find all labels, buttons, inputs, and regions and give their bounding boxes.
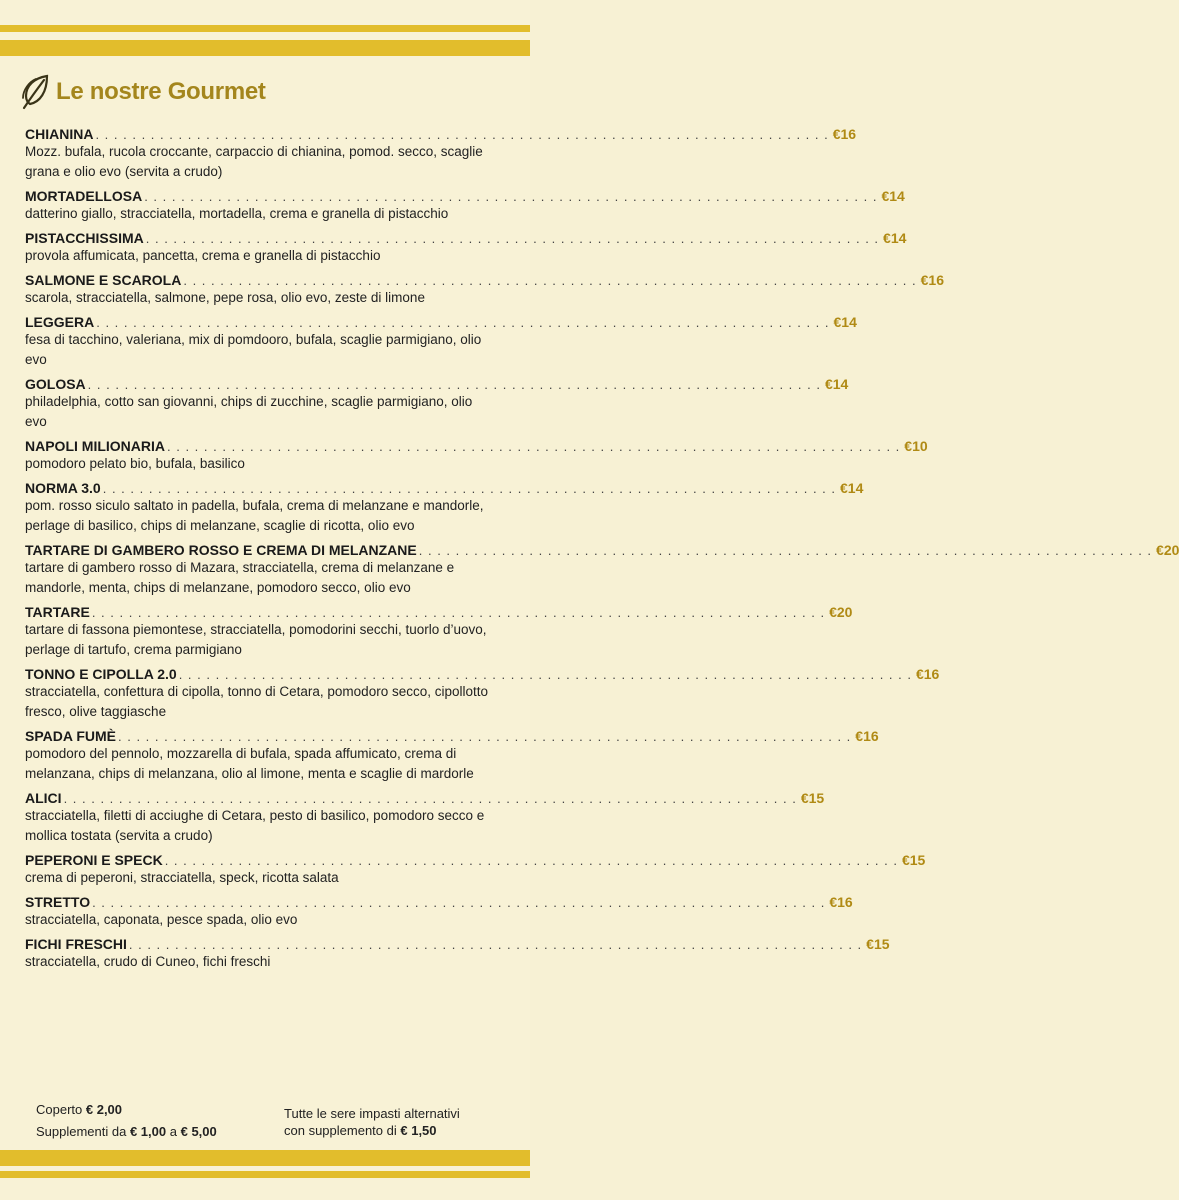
menu-item-description: provola affumicata, pancetta, crema e granella di pistacchio bbox=[25, 248, 381, 263]
menu-item-description: pomodoro pelato bio, bufala, basilico bbox=[25, 456, 245, 471]
menu-item-price: €14 bbox=[824, 376, 849, 392]
dot-leader: . . . . . . . . . . . . . . . . . . . . . . . . . . . . . . . . . . . . . . . . . . . . . . . . . . . . . . . . . . . . . . . . . . . . . . . . . . . . . . . . bbox=[96, 315, 830, 330]
menu-item-price: €15 bbox=[800, 790, 825, 806]
menu-item-name: NORMA 3.0 bbox=[25, 480, 101, 496]
top-band-thick bbox=[0, 40, 530, 56]
menu-item-header bbox=[25, 787, 825, 806]
menu-item bbox=[25, 891, 853, 930]
menu-item bbox=[25, 373, 849, 432]
menu-item bbox=[25, 435, 928, 474]
menu-item bbox=[25, 227, 907, 266]
dot-leader: . . . . . . . . . . . . . . . . . . . . . . . . . . . . . . . . . . . . . . . . . . . . . . . . . . . . . . . . . . . . . . . . . . . . . . . . . . . . . . . . bbox=[128, 937, 863, 952]
dot-leader: . . . . . . . . . . . . . . . . . . . . . . . . . . . . . . . . . . . . . . . . . . . . . . . . . . . . . . . . . . . . . . . . . . . . . . . . . . . . . . . . bbox=[92, 895, 826, 910]
menu-item-description: pomodoro del pennolo, mozzarella di bufala, spada affumicato, crema di melanzana, chips di melanzana, olio al limone, menta e scaglie di mardorle bbox=[25, 746, 474, 781]
menu-item-price: €16 bbox=[829, 894, 853, 910]
footer-right bbox=[284, 1105, 460, 1139]
menu-item-name: MORTADELLOSA bbox=[25, 188, 143, 204]
footer-left bbox=[36, 1099, 217, 1143]
leaf-icon bbox=[20, 74, 50, 110]
menu-item bbox=[25, 601, 853, 660]
menu-item bbox=[25, 269, 944, 308]
coperto-value: € 2,00 bbox=[85, 1102, 123, 1117]
menu-item-name: PEPERONI E SPECK bbox=[25, 852, 163, 868]
menu-item bbox=[25, 311, 857, 370]
menu-item bbox=[25, 933, 890, 972]
menu-item-price: €14 bbox=[833, 314, 857, 330]
dot-leader: . . . . . . . . . . . . . . . . . . . . . . . . . . . . . . . . . . . . . . . . . . . . . . . . . . . . . . . . . . . . . . . . . . . . . . . . . . . . . . . . bbox=[118, 729, 852, 744]
dot-leader: . . . . . . . . . . . . . . . . . . . . . . . . . . . . . . . . . . . . . . . . . . . . . . . . . . . . . . . . . . . . . . . . . . . . . . . . . . . . . . . . bbox=[178, 667, 912, 682]
menu-item-header bbox=[25, 601, 853, 620]
dot-leader: . . . . . . . . . . . . . . . . . . . . . . . . . . . . . . . . . . . . . . . . . . . . . . . . . . . . . . . . . . . . . . . . . . . . . . . . . . . . . . . . bbox=[167, 439, 901, 454]
menu-item-description: stracciatella, filetti di acciughe di Cetara, pesto di basilico, pomodoro secco e mollica tostata (servita a crudo) bbox=[25, 808, 485, 843]
dot-leader: . . . . . . . . . . . . . . . . . . . . . . . . . . . . . . . . . . . . . . . . . . . . . . . . . . . . . . . . . . . . . . . . . . . . . . . . . . . . . . . . bbox=[183, 273, 917, 288]
bottom-band-thick bbox=[0, 1150, 530, 1166]
menu-item bbox=[25, 539, 1179, 598]
menu-item-header bbox=[25, 663, 940, 682]
coperto-line bbox=[36, 1099, 217, 1121]
menu-item-description: stracciatella, confettura di cipolla, tonno di Cetara, pomodoro secco, cipollotto fresco, olive taggiasche bbox=[25, 684, 489, 719]
menu-item-description: crema di peperoni, stracciatella, speck, ricotta salata bbox=[25, 870, 339, 885]
menu-item bbox=[25, 725, 879, 784]
menu-item-price: €14 bbox=[881, 188, 905, 204]
top-band-thin bbox=[0, 25, 530, 32]
menu-item-description: pom. rosso siculo saltato in padella, bufala, crema di melanzane e mandorle, perlage di basilico, chips di melanzane, scaglie di ricotta, olio evo bbox=[25, 498, 484, 533]
dot-leader: . . . . . . . . . . . . . . . . . . . . . . . . . . . . . . . . . . . . . . . . . . . . . . . . . . . . . . . . . . . . . . . . . . . . . . . . . . . . . . . . bbox=[145, 231, 880, 246]
dot-leader: . . . . . . . . . . . . . . . . . . . . . . . . . . . . . . . . . . . . . . . . . . . . . . . . . . . . . . . . . . . . . . . . . . . . . . . . . . . . . . . . bbox=[102, 481, 836, 496]
menu-item-header bbox=[25, 185, 905, 204]
menu-item-price: €14 bbox=[883, 230, 907, 246]
menu-item-header bbox=[25, 123, 857, 142]
menu-item-name: FICHI FRESCHI bbox=[25, 936, 127, 952]
menu-item-header bbox=[25, 933, 890, 952]
menu-item-price: €20 bbox=[829, 604, 853, 620]
menu-item-description: stracciatella, caponata, pesce spada, olio evo bbox=[25, 912, 298, 927]
menu-item bbox=[25, 477, 864, 536]
menu-item-price: €16 bbox=[915, 666, 940, 682]
menu-item-description: datterino giallo, stracciatella, mortadella, crema e granella di pistacchio bbox=[25, 206, 449, 221]
menu-item-price: €10 bbox=[904, 438, 928, 454]
menu-item-name: TONNO E CIPOLLA 2.0 bbox=[25, 666, 177, 682]
menu-item-name: LEGGERA bbox=[25, 314, 95, 330]
impasti-line1: Tutte le sere impasti alternativi bbox=[284, 1106, 460, 1121]
menu-item-header bbox=[25, 849, 926, 868]
supplementi-to: € 5,00 bbox=[180, 1124, 217, 1139]
dot-leader: . . . . . . . . . . . . . . . . . . . . . . . . . . . . . . . . . . . . . . . . . . . . . . . . . . . . . . . . . . . . . . . . . . . . . . . . . . . . . . . . bbox=[95, 127, 829, 142]
menu-item-header bbox=[25, 227, 907, 246]
impasti-label: con supplemento di bbox=[284, 1123, 397, 1138]
menu-item-description: scarola, stracciatella, salmone, pepe rosa, olio evo, zeste di limone bbox=[25, 290, 425, 305]
title-row bbox=[20, 74, 266, 110]
menu-item-name: ALICI bbox=[25, 790, 62, 806]
dot-leader: . . . . . . . . . . . . . . . . . . . . . . . . . . . . . . . . . . . . . . . . . . . . . . . . . . . . . . . . . . . . . . . . . . . . . . . . . . . . . . . . bbox=[63, 791, 797, 806]
menu-item-name: TARTARE bbox=[25, 604, 90, 620]
menu-item-price: €16 bbox=[855, 728, 879, 744]
menu-item bbox=[25, 787, 825, 846]
menu-item-price: €15 bbox=[866, 936, 890, 952]
menu-item-name: SPADA FUMÈ bbox=[25, 728, 116, 744]
menu-item-header bbox=[25, 725, 879, 744]
menu-item-name: NAPOLI MILIONARIA bbox=[25, 438, 165, 454]
dot-leader: . . . . . . . . . . . . . . . . . . . . . . . . . . . . . . . . . . . . . . . . . . . . . . . . . . . . . . . . . . . . . . . . . . . . . . . . . . . . . . . . bbox=[418, 543, 1153, 558]
menu-item-price: €20 bbox=[1156, 542, 1179, 558]
menu-item-price: €14 bbox=[840, 480, 864, 496]
menu-list bbox=[25, 123, 1179, 975]
menu-item-header bbox=[25, 373, 849, 392]
menu-item-header bbox=[25, 311, 857, 330]
menu-item-header bbox=[25, 891, 853, 910]
menu-item-name: STRETTO bbox=[25, 894, 91, 910]
menu-item-name: SALMONE E SCAROLA bbox=[25, 272, 182, 288]
impasti-value: € 1,50 bbox=[400, 1123, 437, 1138]
menu-item bbox=[25, 849, 926, 888]
menu-item bbox=[25, 185, 905, 224]
dot-leader: . . . . . . . . . . . . . . . . . . . . . . . . . . . . . . . . . . . . . . . . . . . . . . . . . . . . . . . . . . . . . . . . . . . . . . . . . . . . . . . . bbox=[87, 377, 821, 392]
supplementi-from: € 1,00 bbox=[129, 1124, 167, 1139]
menu-item-price: €16 bbox=[920, 272, 944, 288]
impasti-line2 bbox=[284, 1122, 460, 1139]
menu-item-name: PISTACCHISSIMA bbox=[25, 230, 144, 246]
menu-item-price: €15 bbox=[901, 852, 926, 868]
menu-item-description: tartare di fassona piemontese, stracciatella, pomodorini secchi, tuorlo d’uovo, perlage di tartufo, crema parmigiano bbox=[25, 622, 487, 657]
menu-item-header bbox=[25, 435, 928, 454]
menu-item-name: TARTARE DI GAMBERO ROSSO E CREMA DI MELANZANE bbox=[25, 542, 417, 558]
menu-item-header bbox=[25, 269, 944, 288]
page-title: Le nostre Gourmet bbox=[56, 78, 266, 105]
menu-item-description: Mozz. bufala, rucola croccante, carpaccio di chianina, pomod. secco, scaglie grana e olio evo (servita a crudo) bbox=[25, 144, 483, 179]
menu-item-name: GOLOSA bbox=[25, 376, 86, 392]
dot-leader: . . . . . . . . . . . . . . . . . . . . . . . . . . . . . . . . . . . . . . . . . . . . . . . . . . . . . . . . . . . . . . . . . . . . . . . . . . . . . . . . bbox=[91, 605, 826, 620]
menu-item-description: fesa di tacchino, valeriana, mix di pomdooro, bufala, scaglie parmigiano, olio evo bbox=[25, 332, 482, 367]
menu-item-description: philadelphia, cotto san giovanni, chips di zucchine, scaglie parmigiano, olio evo bbox=[25, 394, 473, 429]
menu-item-description: tartare di gambero rosso di Mazara, stracciatella, crema di melanzane e mandorle, menta, chips di melanzane, pomodoro secco, olio evo bbox=[25, 560, 455, 595]
dot-leader: . . . . . . . . . . . . . . . . . . . . . . . . . . . . . . . . . . . . . . . . . . . . . . . . . . . . . . . . . . . . . . . . . . . . . . . . . . . . . . . . bbox=[144, 189, 878, 204]
supplementi-line bbox=[36, 1121, 217, 1143]
supplementi-label: Supplementi da bbox=[36, 1124, 127, 1139]
coperto-label: Coperto bbox=[36, 1102, 83, 1117]
menu-item-header bbox=[25, 477, 864, 496]
dot-leader: . . . . . . . . . . . . . . . . . . . . . . . . . . . . . . . . . . . . . . . . . . . . . . . . . . . . . . . . . . . . . . . . . . . . . . . . . . . . . . . . bbox=[164, 853, 898, 868]
menu-item-header bbox=[25, 539, 1179, 558]
menu-item bbox=[25, 663, 940, 722]
bottom-band-thin bbox=[0, 1171, 530, 1178]
menu-item-name: CHIANINA bbox=[25, 126, 94, 142]
supplementi-a: a bbox=[169, 1124, 177, 1139]
menu-item-price: €16 bbox=[832, 126, 857, 142]
menu-item-description: stracciatella, crudo di Cuneo, fichi freschi bbox=[25, 954, 271, 969]
menu-item bbox=[25, 123, 857, 182]
